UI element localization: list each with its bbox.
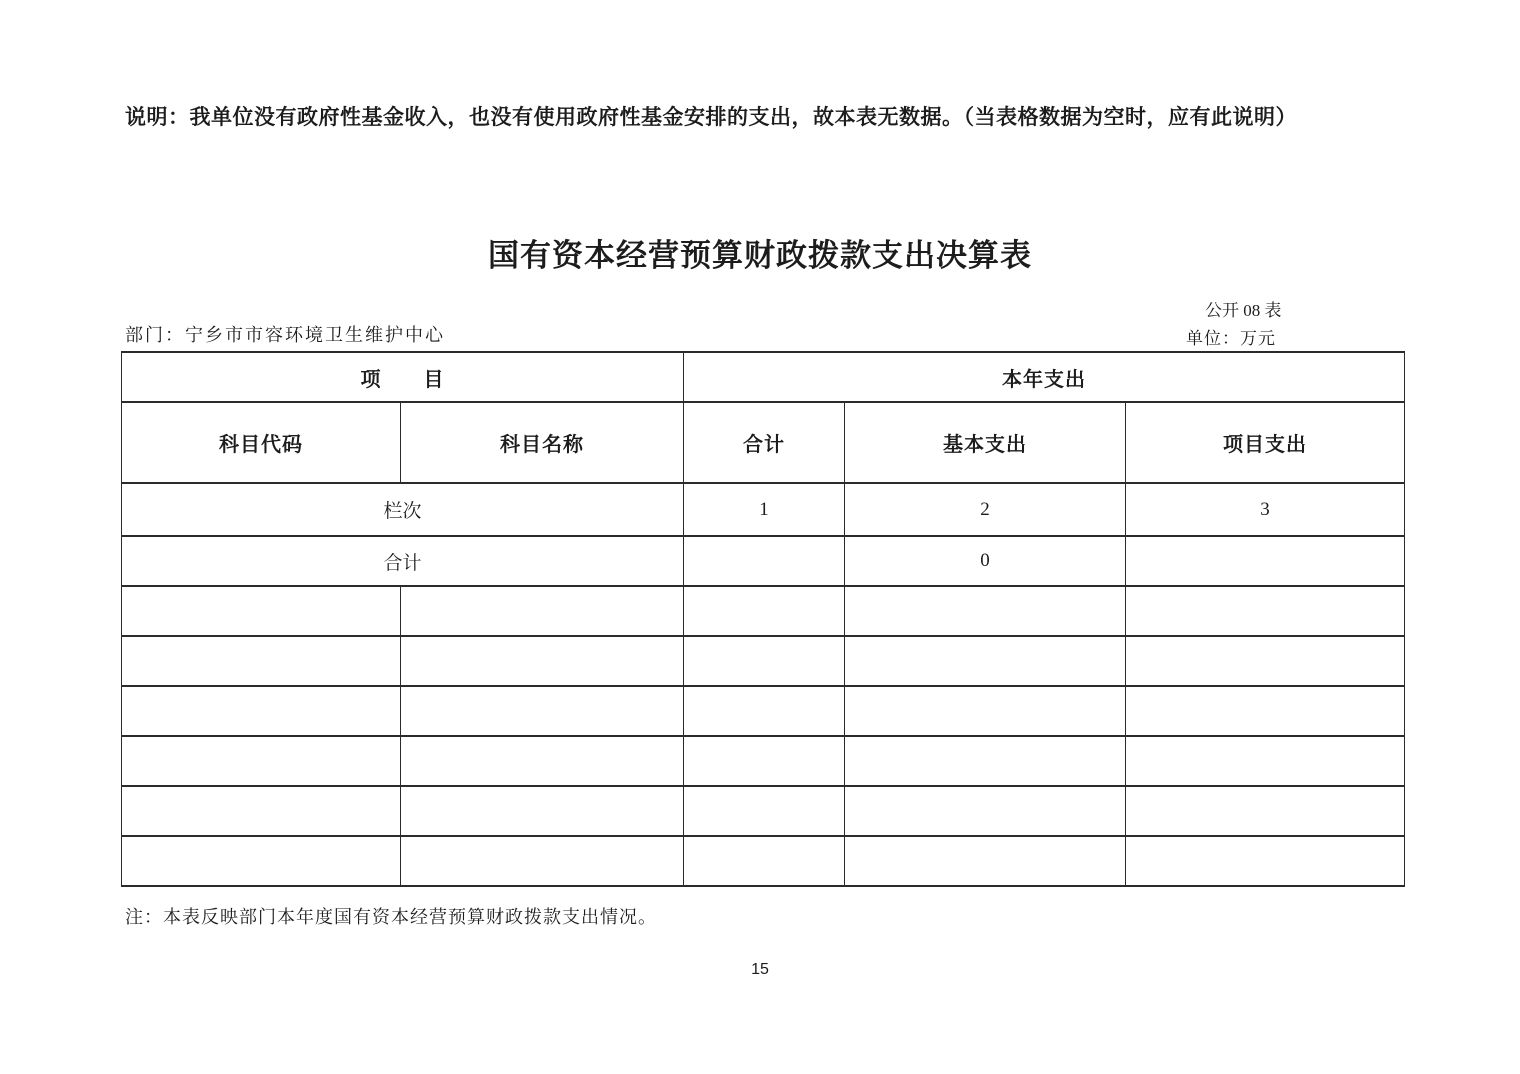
disclaimer-note: 说明：我单位没有政府性基金收入，也没有使用政府性基金安排的支出，故本表无数据。（当表格数据为空时，应有此说明） — [125, 105, 1297, 129]
table-row-empty — [122, 686, 1405, 736]
empty-cell — [845, 636, 1126, 686]
rank-col-total: 1 — [684, 483, 845, 536]
table-row-empty — [122, 736, 1405, 786]
page-number: 15 — [751, 961, 769, 978]
header-total: 合计 — [684, 402, 845, 483]
empty-cell — [684, 586, 845, 636]
empty-cell — [1126, 636, 1405, 686]
empty-cell — [845, 686, 1126, 736]
empty-cell — [684, 836, 845, 886]
empty-cell — [401, 636, 684, 686]
table-row-empty — [122, 786, 1405, 836]
total-col-project — [1126, 536, 1405, 586]
empty-cell — [401, 786, 684, 836]
empty-cell — [1126, 836, 1405, 886]
header-current-year-expenditure-group: 本年支出 — [684, 352, 1405, 402]
total-col-total — [684, 536, 845, 586]
total-row-label: 合计 — [122, 536, 684, 586]
header-subject-code: 科目代码 — [122, 402, 401, 483]
total-col-basic: 0 — [845, 536, 1126, 586]
header-basic-expenditure: 基本支出 — [845, 402, 1126, 483]
empty-cell — [401, 586, 684, 636]
empty-cell — [122, 736, 401, 786]
empty-cell — [845, 786, 1126, 836]
empty-cell — [845, 586, 1126, 636]
empty-cell — [122, 586, 401, 636]
rank-col-basic: 2 — [845, 483, 1126, 536]
empty-cell — [122, 786, 401, 836]
table-row-empty — [122, 586, 1405, 636]
table-row-group-header — [122, 352, 1405, 402]
empty-cell — [122, 836, 401, 886]
table-row-column-headers — [122, 402, 1405, 483]
footnote: 注：本表反映部门本年度国有资本经营预算财政拨款支出情况。 — [125, 907, 657, 927]
table-row-empty — [122, 636, 1405, 686]
header-project-group: 项 目 — [122, 352, 684, 402]
rank-col-project: 3 — [1126, 483, 1405, 536]
empty-cell — [845, 736, 1126, 786]
empty-cell — [122, 686, 401, 736]
table-code-label: 公开 08 表 — [1205, 301, 1282, 320]
empty-cell — [401, 736, 684, 786]
table-row-empty — [122, 836, 1405, 886]
department-label: 部门：宁乡市市容环境卫生维护中心 — [125, 325, 445, 345]
empty-cell — [684, 786, 845, 836]
unit-label: 单位：万元 — [1186, 329, 1276, 348]
empty-cell — [845, 836, 1126, 886]
empty-cell — [401, 686, 684, 736]
empty-cell — [684, 686, 845, 736]
empty-cell — [684, 736, 845, 786]
empty-cell — [401, 836, 684, 886]
empty-cell — [684, 636, 845, 686]
empty-cell — [122, 636, 401, 686]
budget-table — [121, 351, 1405, 887]
page-title: 国有资本经营预算财政拨款支出决算表 — [488, 238, 1032, 273]
empty-cell — [1126, 786, 1405, 836]
empty-cell — [1126, 686, 1405, 736]
header-project-expenditure: 项目支出 — [1126, 402, 1405, 483]
table-row-rank — [122, 483, 1405, 536]
empty-cell — [1126, 586, 1405, 636]
empty-cell — [1126, 736, 1405, 786]
table-row-total — [122, 536, 1405, 586]
rank-row-label: 栏次 — [122, 483, 684, 536]
header-subject-name: 科目名称 — [401, 402, 684, 483]
